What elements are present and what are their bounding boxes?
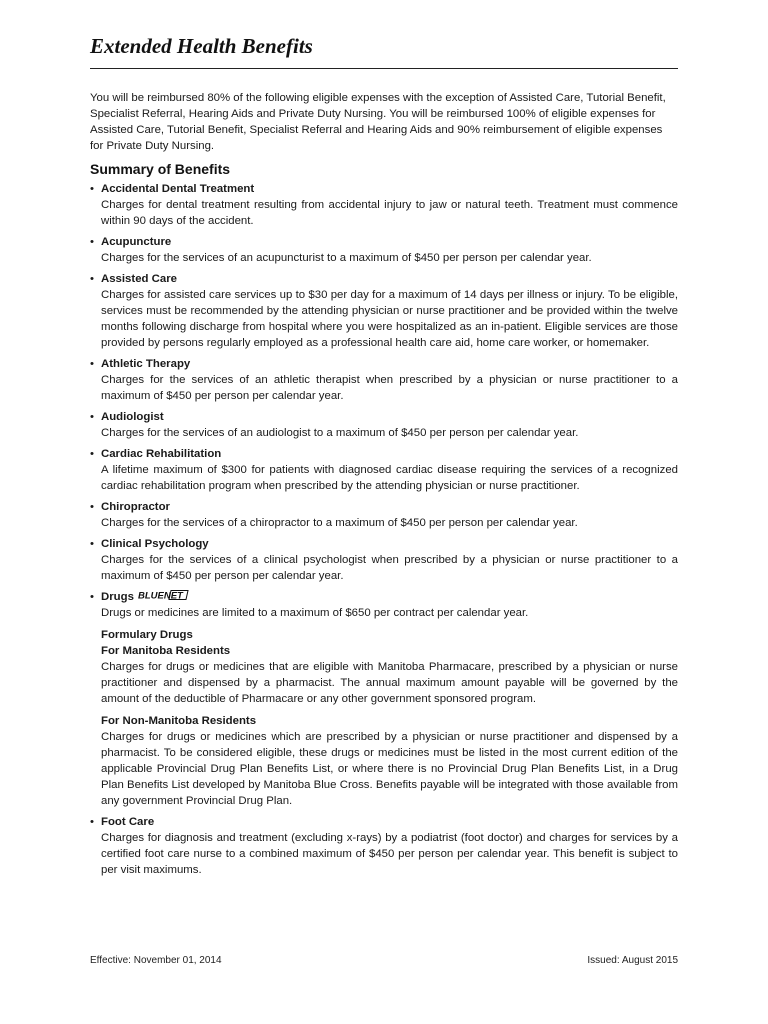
benefit-title: Accidental Dental Treatment	[101, 183, 255, 195]
bluenet-logo-icon	[138, 589, 189, 601]
benefit-description: Charges for the services of an athletic therapist when prescribed by a physician or nurse practitioner to a maximum of $450 per person per calendar year.	[101, 374, 678, 402]
benefit-item	[90, 271, 678, 351]
title-divider	[90, 68, 678, 69]
benefit-description: A lifetime maximum of $300 for patients with diagnosed cardiac disease requiring the services of a recognized cardiac rehabilitation program when prescribed by the attending physician or nurse practitioner.	[101, 464, 678, 492]
bullet-icon: •	[90, 236, 94, 248]
benefit-title: Assisted Care	[101, 273, 177, 285]
bluenet-logo-text: BLUENET	[137, 590, 183, 601]
benefit-description: Charges for the services of an acupuncturist to a maximum of $450 per person per calendar year.	[101, 252, 592, 264]
non-manitoba-residents-description: Charges for drugs or medicines which are prescribed by a physician or nurse practitioner and dispensed by a pharmacist. To be considered eligible, these drugs or medicines must be listed in the most current edition of the applicable Provincial Drug Plan Benefits List, or where there is no Provincial Drug Plan Benefits List, in a Drug Plan Benefits List developed by Manitoba Blue Cross. Benefits payable will be integrated with those available from any government Provincial Drug Plan.	[101, 731, 678, 807]
drugs-title-text: Drugs	[101, 591, 134, 603]
benefit-item	[90, 409, 678, 441]
benefit-title: Chiropractor	[101, 501, 170, 513]
benefit-item	[90, 814, 678, 878]
benefit-description: Charges for dental treatment resulting from accidental injury to jaw or natural teeth. Treatment must commence within 90 days of the accident.	[101, 199, 678, 227]
formulary-drugs-title: Formulary Drugs	[101, 629, 193, 641]
benefit-title: Cardiac Rehabilitation	[101, 448, 222, 460]
benefit-title-drugs	[101, 589, 678, 605]
benefit-description: Charges for the services of a clinical psychologist when prescribed by a physician or nurse practitioner to a maximum of $450 per person per calendar year.	[101, 554, 678, 582]
page-title: Extended Health Benefits	[90, 34, 313, 58]
effective-date: Effective: November 01, 2014	[90, 955, 222, 966]
benefit-title: Foot Care	[101, 816, 155, 828]
benefit-item-drugs	[90, 589, 678, 809]
benefit-description: Charges for assisted care services up to $30 per day for a maximum of 14 days per illness or injury. To be eligible, services must be recommended by the attending physician or nurse practitioner and be provided within the twelve months following discharge from hospital where you were hospitalized as an in-patient. Eligible services are those provided by persons regularly employed as a professional health care aid, home care worker, or homemaker.	[101, 289, 678, 349]
bullet-icon: •	[90, 273, 94, 285]
benefit-title: Clinical Psychology	[101, 538, 209, 550]
benefit-title: Athletic Therapy	[101, 358, 191, 370]
benefit-title: Acupuncture	[101, 236, 172, 248]
manitoba-residents-title: For Manitoba Residents	[101, 645, 231, 657]
benefit-title: Audiologist	[101, 411, 164, 423]
benefit-description: Charges for the services of a chiropractor to a maximum of $450 per person per calendar year.	[101, 517, 578, 529]
benefit-description: Charges for diagnosis and treatment (excluding x-rays) by a podiatrist (foot doctor) and charges for services by a certified foot care nurse to a combined maximum of $450 per person per calendar year. This benefit is subject to per visit maximums.	[101, 832, 678, 876]
bullet-icon: •	[90, 816, 94, 828]
bullet-icon: •	[90, 358, 94, 370]
benefit-item	[90, 234, 678, 266]
intro-paragraph: You will be reimbursed 80% of the following eligible expenses with the exception of Assisted Care, Tutorial Benefit, Specialist Referral, Hearing Aids and Private Duty Nursing. You will be reimbursed 100% of eligible expenses for Assisted Care, Tutorial Benefit, Specialist Referral and Hearing Aids and 90% reimbursement of eligible expenses for Private Duty Nursing.	[90, 92, 666, 152]
non-manitoba-residents-title: For Non-Manitoba Residents	[101, 715, 257, 727]
benefit-description: Charges for the services of an audiologist to a maximum of $450 per person per calendar year.	[101, 427, 579, 439]
benefit-item	[90, 536, 678, 584]
benefit-item	[90, 499, 678, 531]
manitoba-residents-description: Charges for drugs or medicines that are eligible with Manitoba Pharmacare, prescribed by a physician or nurse practitioner and dispensed by a pharmacist. The annual maximum amount payable will be governed by the amount of the deductible of Pharmacare or any other government sponsored program.	[101, 661, 678, 705]
bullet-icon: •	[90, 183, 94, 195]
benefit-description: Drugs or medicines are limited to a maximum of $650 per contract per calendar year.	[101, 607, 529, 619]
issued-date: Issued: August 2015	[587, 955, 678, 966]
bullet-icon: •	[90, 538, 94, 550]
bullet-icon: •	[90, 591, 94, 603]
bullet-icon: •	[90, 448, 94, 460]
benefit-item	[90, 181, 678, 229]
bullet-icon: •	[90, 501, 94, 513]
document-body	[90, 90, 678, 883]
benefit-item	[90, 356, 678, 404]
summary-heading: Summary of Benefits	[90, 161, 231, 177]
benefit-item	[90, 446, 678, 494]
bullet-icon: •	[90, 411, 94, 423]
